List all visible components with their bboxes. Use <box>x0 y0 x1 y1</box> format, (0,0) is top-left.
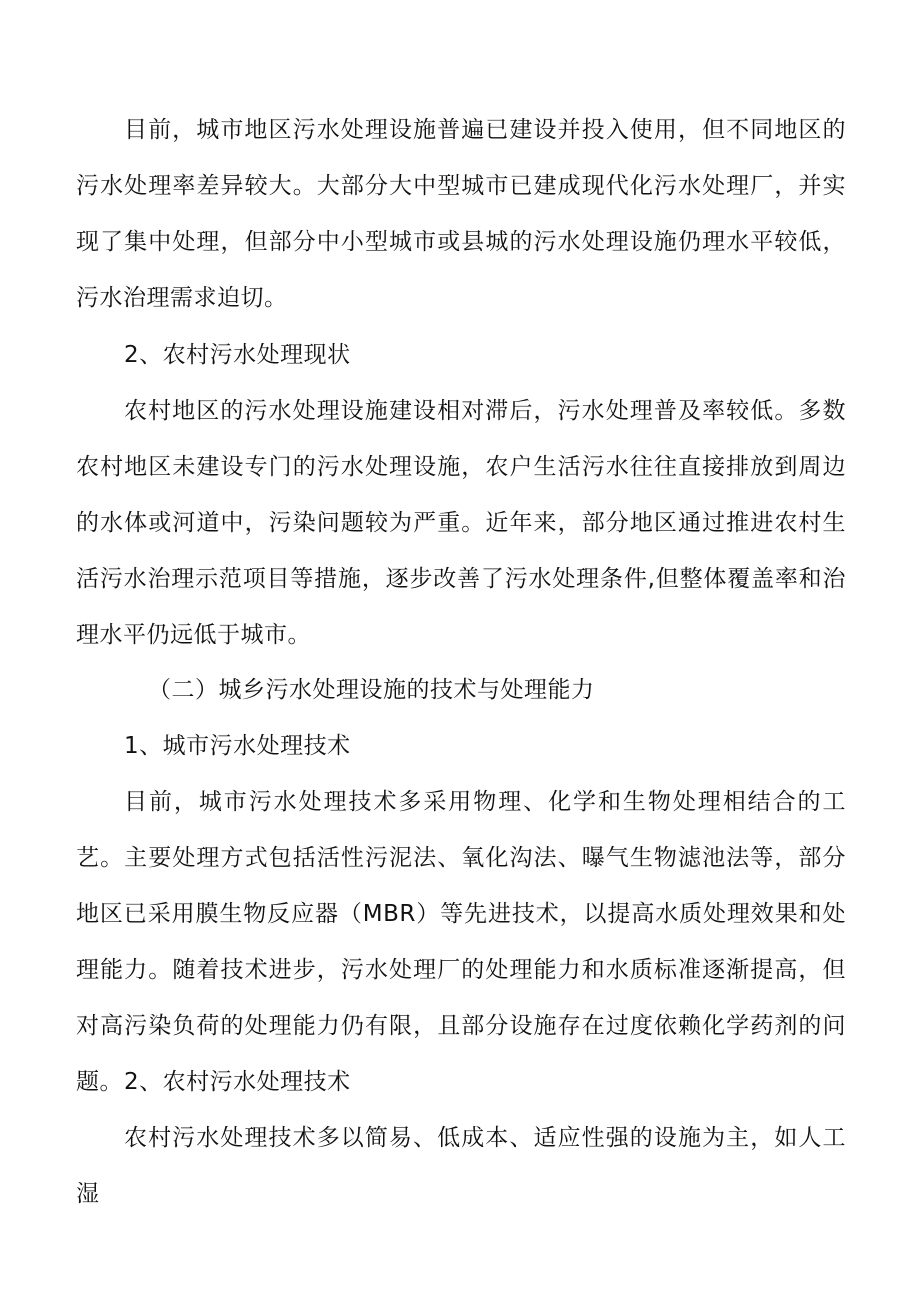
paragraph-rural-technology: 农村污水处理技术多以简易、低成本、适应性强的设施为主，如人工湿 <box>76 1125 846 1207</box>
paragraph-urban-technology: 目前，城市污水处理技术多采用物理、化学和生物处理相结合的工艺。主要处理方式包括活性污泥法、氧化沟法、曝气生物滤池法等，部分地区已采用膜生物反应器（MBR）等先进技术，以提高水质处理效果和处理能力。随着技术进步，污水处理厂的处理能力和水质标准逐渐提高，但对高污染负荷的处理能力仍有限，且部分设施存在过度依赖化学药剂的问题。 <box>76 789 846 1095</box>
heading-rural-sewage-status: 2、农村污水处理现状 <box>124 342 351 368</box>
section-heading-technology-capacity: （二）城乡污水处理设施的技术与处理能力 <box>148 677 595 703</box>
paragraph-urban-status: 目前，城市地区污水处理设施普遍已建设并投入使用，但不同地区的污水处理率差异较大。大部分大中型城市已建成现代化污水处理厂，并实现了集中处理，但部分中小型城市或县城的污水处理设施仍理水平较低，污水治理需求迫切。 <box>76 117 846 311</box>
heading-urban-sewage-technology: 1、城市污水处理技术 <box>124 733 351 759</box>
paragraph-rural-status: 农村地区的污水处理设施建设相对滞后，污水处理普及率较低。多数农村地区未建设专门的污水处理设施，农户生活污水往往直接排放到周边的水体或河道中，污染问题较为严重。近年来，部分地区通过推进农村生活污水治理示范项目等措施，逐步改善了污水处理条件,但整体覆盖率和治理水平仍远低于城市。 <box>76 398 846 648</box>
heading-rural-sewage-technology: 2、农村污水处理技术 <box>124 1069 351 1095</box>
